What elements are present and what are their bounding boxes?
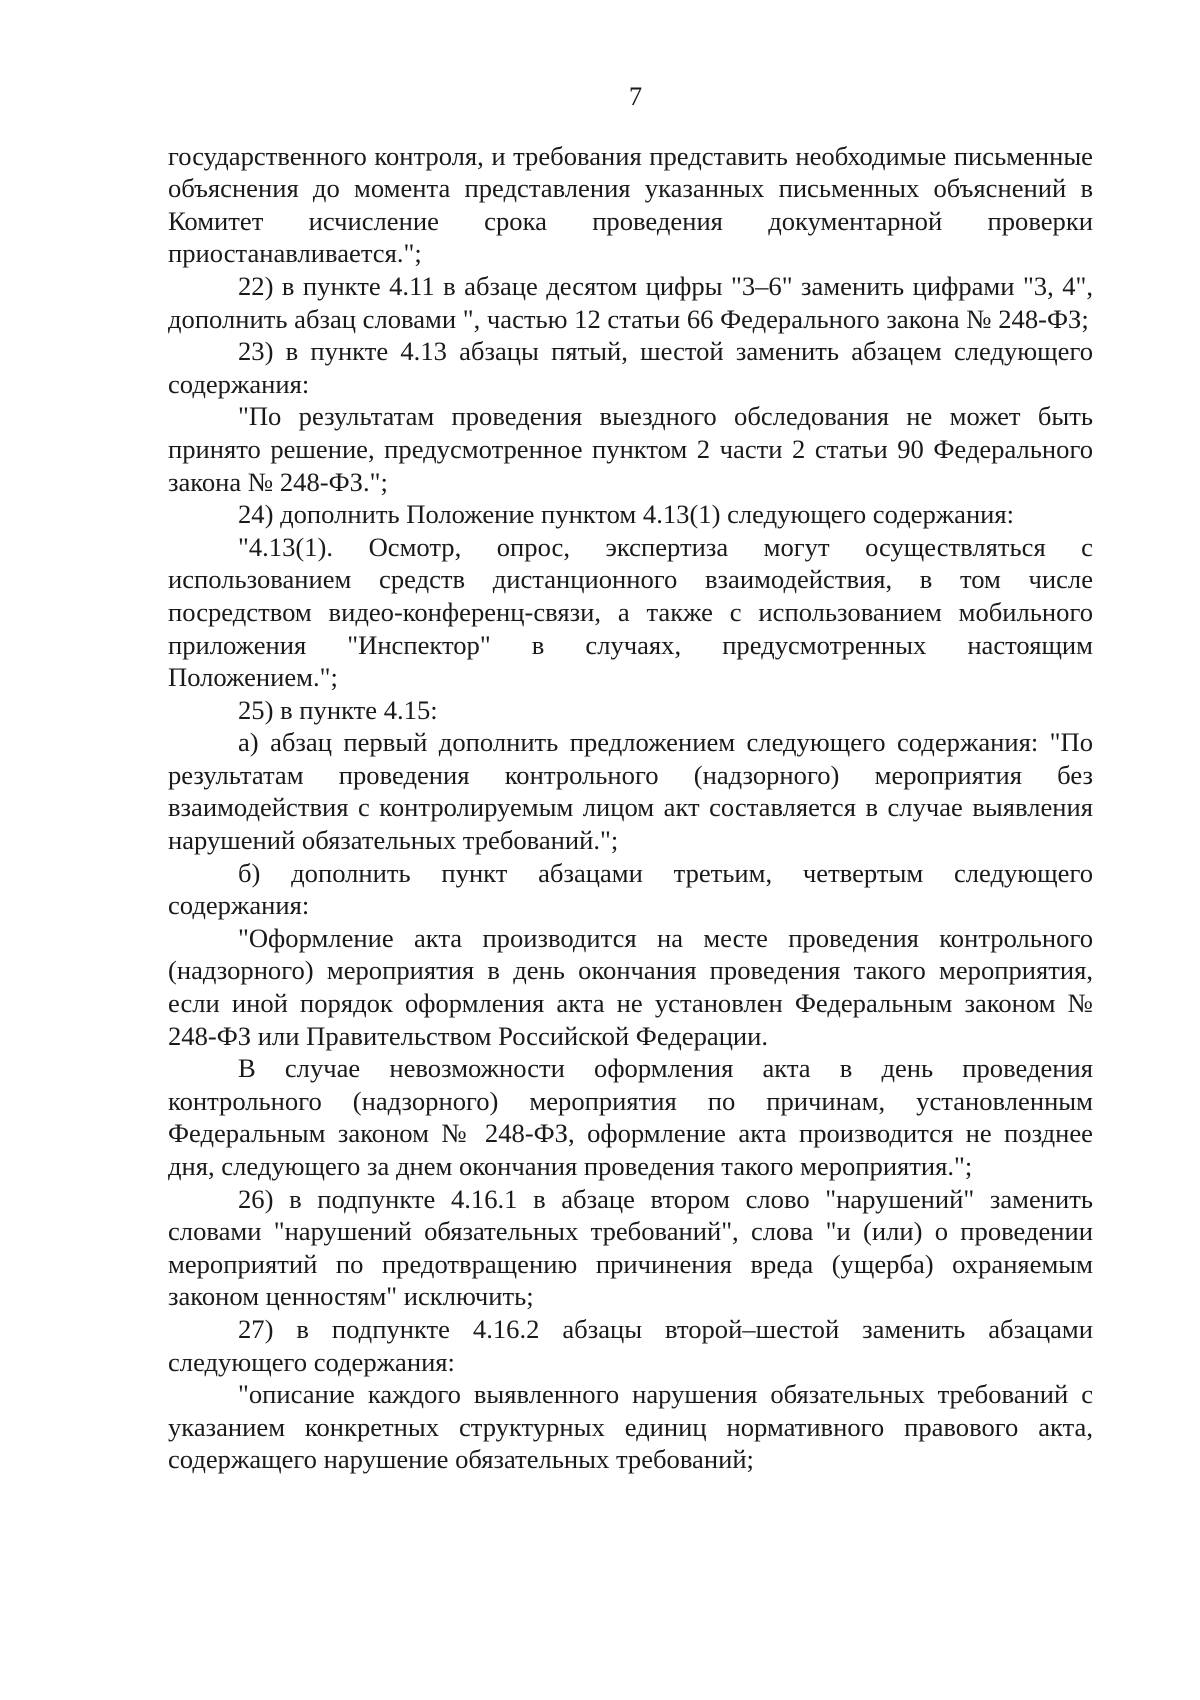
paragraph-9: б) дополнить пункт абзацами третьим, четвертым следующего содержания: — [168, 857, 1093, 921]
paragraph-13: 27) в подпункте 4.16.2 абзацы второй–шестой заменить абзацами следующего содержания: — [168, 1313, 1093, 1377]
paragraph-11: В случае невозможности оформления акта в день проведения контрольного (надзорного) мероприятия по причинам, установленным Федеральным законом № 248-ФЗ, оформление акта производится не позднее дня, следующего за днем окончания проведения такого мероприятия."; — [168, 1053, 1093, 1181]
paragraph-7: 25) в пункте 4.15: — [238, 694, 438, 725]
document-body — [168, 140, 1093, 1476]
paragraph-6: "4.13(1). Осмотр, опрос, экспертиза могут осуществляться с использованием средств дистанционного взаимодействия, в том числе посредством видео-конференц-связи, а также с использованием мобильного приложения "Инспектор" в случаях, предусмотренных настоящим Положением."; — [168, 531, 1093, 693]
paragraph-10: "Оформление акта производится на месте проведения контрольного (надзорного) мероприятия в день окончания проведения такого мероприятия, если иной порядок оформления акта не установлен Федеральным законом № 248-ФЗ или Правительством Российской Федерации. — [168, 922, 1093, 1051]
paragraph-3: 23) в пункте 4.13 абзацы пятый, шестой заменить абзацем следующего содержания: — [168, 336, 1093, 399]
paragraph-5: 24) дополнить Положение пунктом 4.13(1) следующего содержания: — [238, 499, 1015, 530]
paragraph-1: государственного контроля, и требования представить необходимые письменные объяснения до момента представления указанных письменных объяснений в Комитет исчисление срока проведения документарной проверки приостанавливается."; — [168, 140, 1093, 269]
page-number: 7 — [628, 81, 643, 111]
paragraph-8: а) абзац первый дополнить предложением следующего содержания: "По результатам проведения контрольного (надзорного) мероприятия без взаимодействия с контролируемым лицом акт составляется в случае выявления нарушений обязательных требований."; — [168, 727, 1093, 856]
paragraph-12: 26) в подпункте 4.16.1 в абзаце втором слово "нарушений" заменить словами "нарушений обязательных требований", слова "и (или) о проведении мероприятий по предотвращению причинения вреда (ущерба) охраняемым законом ценностям" исключить; — [168, 1183, 1093, 1312]
paragraph-2: 22) в пункте 4.11 в абзаце десятом цифры "3–6" заменить цифрами "3, 4", дополнить абзац словами ", частью 12 статьи 66 Федерального закона № 248-ФЗ; — [168, 270, 1093, 334]
document-page — [168, 80, 1093, 1476]
paragraph-4: "По результатам проведения выездного обследования не может быть принято решение, предусмотренное пунктом 2 части 2 статьи 90 Федерального закона № 248-ФЗ."; — [168, 401, 1093, 497]
paragraph-14: "описание каждого выявленного нарушения обязательных требований с указанием конкретных структурных единиц нормативного правового акта, содержащего нарушение обязательных требований; — [168, 1379, 1093, 1475]
